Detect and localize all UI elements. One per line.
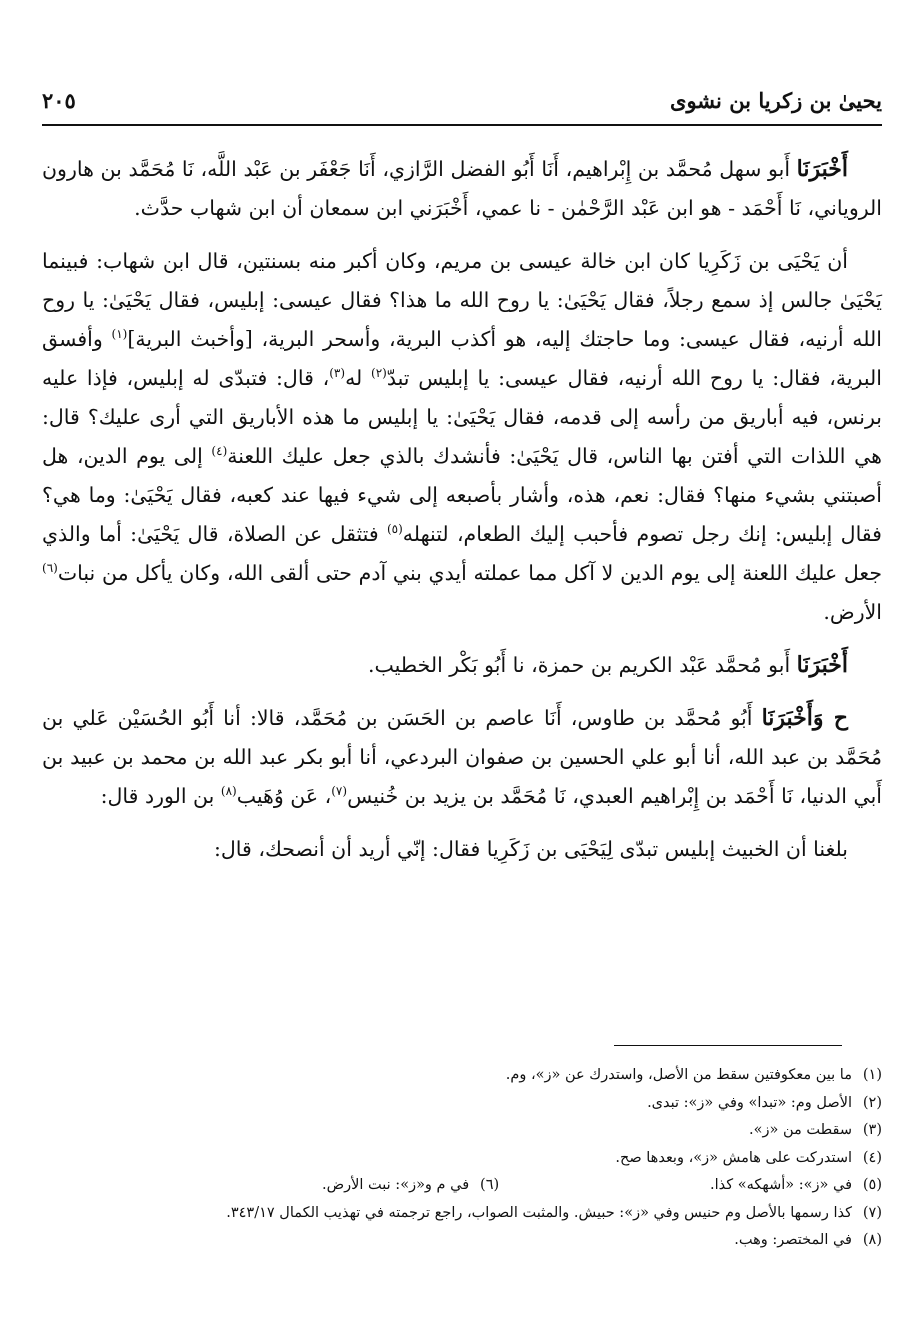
footnote: [42, 1227, 882, 1255]
footnote: [42, 1062, 882, 1090]
footnote-text: كذا رسمها بالأصل وم حنيس وفي «ز»: حبيش. والمثبت الصواب، راجع ترجمته في تهذيب الكمال ٣٤٣/١٧.: [226, 1204, 852, 1221]
text-segment: ، قال: فتبدّى له إبليس، فإذا عليه برنس، فيه أباريق من رأسه إلى قدمه، فقال يَحْيَىٰ: يا إبليس ما هذه الأباريق التي أرى عليك؟ قال: هي اللذات التي أفتن بها الناس، قال يَحْيَىٰ: فأنشدك بالذي جعل عليك اللعنة: [42, 366, 882, 468]
text-segment: إلى يوم الدين، هل أصبتني بشيء منها؟ فقال: نعم، هذه، وأشار بأصبعه إلى شيء فيها عند كعبه، فقال يَحْيَىٰ: وما هي؟ فقال إبليس: إنك رجل تصوم فأحبب إليك الطعام، لتنهله: [42, 444, 882, 546]
footnote-number: (٣): [862, 1122, 882, 1138]
footnote-text: في «ز»: «أشهكه» كذا.: [709, 1177, 852, 1193]
isnad-lead-word: ح وَأَخْبَرَنَا: [761, 705, 848, 731]
footnote: [42, 1145, 882, 1173]
text-segment: أَبو سهل مُحمَّد بن إِبْراهيم، أَنَا أَبُو الفضل الرَّازي، أَنَا جَعْفَر بن عَبْد اللَّه، نَا مُحَمَّد بن هارون الروياني، نَا أَحْمَد - هو ابن عَبْد الرَّحْمٰن - نا عمي، أَخْبَرَني ابن سمعان أن ابن شهاب حدَّث.: [42, 157, 882, 220]
text-segment: فتثقل عن الصلاة، قال يَحْيَىٰ: أما والذي جعل عليك اللعنة إلى يوم الدين لا آكل مما عملته أيدي بني آدم حتى ألقى الله، وكان يأكل من نبات: [42, 522, 882, 585]
footnote-text: الأصل وم: «تبدا» وفي «ز»: تبدى.: [647, 1094, 852, 1111]
footnotes-list: [42, 1062, 882, 1255]
text-segment: وأفسق البرية، فقال: يا روح الله أرنيه، فقال عيسى: يا إبليس تبدّ: [42, 327, 882, 390]
running-head: [42, 88, 882, 118]
main-text: [42, 150, 882, 883]
footnote-number: (٤): [862, 1149, 882, 1166]
text-segment: أَبُو مُحمَّد بن طاوس، أَنَا عاصم بن الحَسَن بن مُحَمَّد، قالا: أنا أَبُو الحُسَيْن عَلي بن مُحَمَّد بن عبد الله، أنا أبو علي الحسين بن صفوان البردعي، أنا أبو بكر عبد الله بن محمد بن عبيد بن أَبي الدنيا، نَا أَحْمَد بن إِبْراهيم العبدي، نَا مُحَمَّد بن يزيد بن خُنيس: [42, 706, 882, 808]
running-title: يحيىٰ بن زكريا بن نشوى: [670, 88, 882, 113]
paragraph: [42, 242, 882, 632]
footnote-number: (١): [862, 1067, 882, 1083]
footnote: [42, 1117, 882, 1145]
paragraph: [42, 699, 882, 816]
text-segment: الأرض.: [823, 600, 882, 624]
footnote-text: في المختصر: وهب.: [734, 1232, 852, 1248]
text-segment: أَبو مُحمَّد عَبْد الكريم بن حمزة، نا أَبُو بَكْر الخطيب.: [367, 653, 797, 677]
footnote-number: (٢): [862, 1094, 882, 1111]
text-segment: ، عَن وُهَيب: [236, 784, 332, 808]
isnad-lead-word: أَخْبَرَنَا: [796, 156, 848, 182]
page-number: ٢٠٥: [42, 88, 76, 113]
paragraph: [42, 830, 882, 869]
footnote-rule: [614, 1045, 842, 1046]
text-segment: أن يَحْيَى بن زَكَرِيا كان ابن خالة عيسى بن مريم، وكان أكبر منه بسنتين، قال ابن شهاب: فبينما يَحْيَىٰ جالس إذ سمع رجلاً، فقال يَحْيَىٰ: يا روح الله ما هذا؟ فقال عيسى: إبليس، فقال يَحْيَىٰ: يا روح الله أرنيه، فقال عيسى: وما حاجتك إليه، هو أكذب البرية، وأسحر البرية، [وأخبث البرية]: [42, 249, 882, 351]
isnad-lead-word: أَخْبَرَنَا: [796, 652, 848, 678]
footnote-marker: (٦): [42, 561, 58, 576]
footnote-number: (٨): [862, 1232, 882, 1248]
text-segment: بن الورد قال:: [100, 784, 221, 808]
paragraph: [42, 646, 882, 685]
footnote-text: في م و«ز»: نبت الأرض.: [322, 1177, 470, 1193]
footnote: [42, 1200, 882, 1228]
footnote-marker: (٢): [371, 366, 387, 381]
footnote-marker: (٥): [386, 522, 403, 537]
footnote: [42, 1090, 882, 1118]
footnote-text: ما بين معكوفتين سقط من الأصل، واستدرك عن «ز»، وم.: [505, 1067, 852, 1083]
footnote-text: سقطت من «ز».: [749, 1122, 852, 1138]
footnote-marker: (١): [111, 327, 128, 342]
footnote-marker: (٧): [331, 784, 348, 799]
text-segment: له: [345, 366, 372, 390]
footnote-text: استدركت على هامش «ز»، وبعدها صح.: [615, 1149, 852, 1166]
footnote-number: (٥): [862, 1177, 882, 1193]
footnote-number: (٦): [480, 1177, 500, 1193]
header-rule: [42, 124, 882, 126]
footnote-marker: (٨): [220, 784, 237, 799]
footnote-marker: (٤): [211, 444, 228, 459]
paragraph: [42, 150, 882, 228]
footnote-marker: (٣): [329, 366, 346, 381]
footnote-inline-second: [322, 1172, 499, 1200]
text-segment: بلغنا أن الخبيث إبليس تبدّى لِيَحْيَى بن زَكَرِيا فقال: إنّي أريد أن أنصحك، قال:: [214, 837, 848, 861]
footnote-number: (٧): [862, 1204, 882, 1221]
footnote: [42, 1172, 882, 1200]
